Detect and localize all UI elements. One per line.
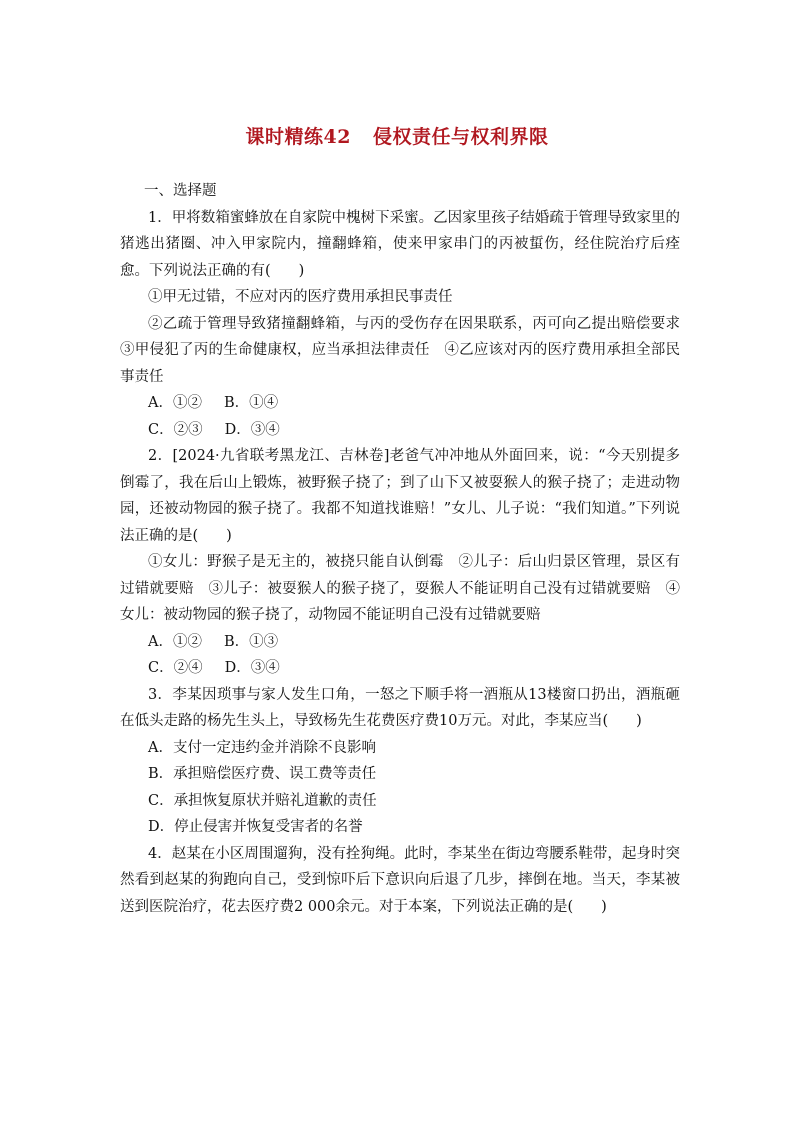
question-2-options-ab [120,629,680,656]
question-1-options-ab [120,390,680,417]
question-1-options-cd [120,417,680,444]
question-3-option-b: B．承担赔偿医疗费、误工费等责任 [148,766,377,782]
question-1-statement-1: ①甲无过错，不应对丙的医疗费用承担民事责任 [148,289,453,305]
option-c: C．②③ [148,421,203,438]
option-d: D．③④ [224,421,280,438]
option-b: B．①③ [223,633,279,650]
option-c: C．②④ [148,660,203,676]
question-4-stem: 4．赵某在小区周围遛狗，没有拴狗绳。此时，李某坐在街边弯腰系鞋带，起身时突然看到赵某的狗跑向自己，受到惊吓后下意识向后退了几步，摔倒在地。当天，李某被送到医院治疗，花去医疗费2 000余元。对于本案，下列说法正确的是( ) [120,845,680,915]
question-3-option-a: A．支付一定违约金并消除不良影响 [148,739,376,756]
question-2-statements: ①女儿：野猴子是无主的，被挠只能自认倒霉 ②儿子：后山归景区管理，景区有过错就要赔 ③儿子：被耍猴人的猴子挠了，耍猴人不能证明自己没有过错就要赔 ④女儿：被动物园的猴子挠了，动物园不能证明自己没有过错就要赔 [120,554,680,623]
question-1-statement-2: ②乙疏于管理导致猪撞翻蜂箱，与丙的受伤存在因果联系，丙可向乙提出赔偿要求 ③甲侵犯了丙的生命健康权，应当承担法律责任 ④乙应该对丙的医疗费用承担全部民事责任 [120,315,695,385]
question-3-stem: 3．李某因琐事与家人发生口角，一怒之下顺手将一酒瓶从13楼窗口扔出，酒瓶砸在低头走路的杨先生头上，导致杨先生花费医疗费10万元。对此，李某应当( ) [120,686,680,729]
option-a: A．①② [148,633,202,650]
question-3-option-c: C．承担恢复原状并赔礼道歉的责任 [148,792,377,809]
title-main: 侵权责任与权利界限 [372,126,549,148]
page-title [0,122,794,149]
title-prefix: 课时精练42 [245,126,351,148]
option-d: D．③④ [224,660,280,676]
option-a: A．①② [148,395,202,411]
section-heading: 一、选择题 [144,183,217,199]
question-2-options-cd [120,655,680,682]
option-b: B．①④ [223,395,279,411]
question-1-stem: 1．甲将数箱蜜蜂放在自家院中槐树下采蜜。乙因家里孩子结婚疏于管理导致家里的猪逃出猪圈、冲入甲家院内，撞翻蜂箱，使来甲家串门的丙被蜇伤，经住院治疗后痊愈。下列说法正确的有( ) [120,209,680,279]
question-list [120,178,695,920]
question-2-stem: 2．[2024·九省联考黑龙江、吉林卷]老爸气冲冲地从外面回来，说：“今天别提多倒霉了，我在后山上锻炼，被野猴子挠了；到了山下又被耍猴人的猴子挠了；走进动物园，还被动物园的猴子挠了。我都不知道找谁赔！”女儿、儿子说：“我们知道。”下列说法正确的是( ) [120,448,680,544]
question-3-option-d: D．停止侵害并恢复受害者的名誉 [148,819,363,835]
